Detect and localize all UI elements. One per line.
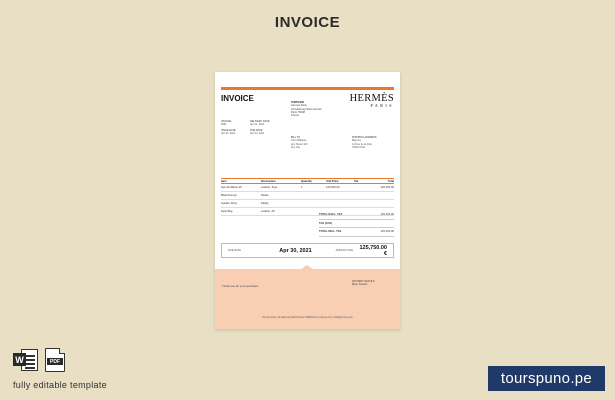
cell-qty: 1 xyxy=(301,186,303,189)
totals-label: TOTAL INCL. TAX xyxy=(319,230,342,234)
supplier-line: 24 Faubourg Saint-Honoré xyxy=(291,107,322,111)
invoice-meta-left xyxy=(221,120,236,135)
site-badge: tourspuno.pe xyxy=(488,366,605,391)
totals-value: 125,000.00 xyxy=(380,213,394,217)
invoice-title: INVOICE xyxy=(221,94,254,103)
cell-item: Garden Party xyxy=(221,202,237,205)
pdf-badge: PDF xyxy=(47,358,63,365)
cell-desc: Petals xyxy=(261,194,269,197)
supplier-label: SUPPLIER xyxy=(291,101,304,104)
totals-row xyxy=(319,228,394,237)
footer-contact: Hermès Paris, 24 Faubourg Saint-Honoré 75008 Paris | hermes.com | info@hermes.com xyxy=(262,317,353,319)
bill-to-label: BILL TO xyxy=(291,136,301,139)
supplier-block xyxy=(291,101,351,117)
table-row xyxy=(221,184,394,192)
pdf-document-icon xyxy=(45,348,65,372)
ship-to-block xyxy=(352,136,377,149)
brand-name: HERMÈS xyxy=(349,93,394,104)
cell-desc: Leather, 28 xyxy=(261,210,275,213)
table-row xyxy=(221,200,394,208)
cell-price: 125,000.00 xyxy=(326,186,340,189)
totals-value: 125,000.00 xyxy=(380,230,394,234)
bill-to-line: Any Street 123 xyxy=(291,142,308,146)
payment-label: PAYMENT DETAILS xyxy=(352,280,375,283)
thank-you-note: Thank you for your purchase! xyxy=(222,284,259,288)
meta-value: Apr 30, 2021 xyxy=(250,131,265,135)
cell-desc: Paddy xyxy=(261,202,269,205)
payment-details xyxy=(352,280,375,287)
format-icons xyxy=(13,348,65,372)
bill-to-block xyxy=(291,136,308,149)
amount-due-label: AMOUNT DUE xyxy=(335,249,353,252)
column-header: Tax xyxy=(354,179,359,183)
ship-to-line: Bag Ltd xyxy=(352,139,361,143)
amount-due-value: 125,750.00 € xyxy=(359,244,387,257)
ship-to-line: 75002 Paris xyxy=(352,145,366,149)
supplier-line: France xyxy=(291,114,300,118)
meta-value: Apr 01, 2021 xyxy=(250,123,265,127)
brand-sub: PARIS xyxy=(370,103,394,108)
totals-row xyxy=(319,211,394,220)
column-header: Total xyxy=(387,179,394,183)
supplier-line: Hermès Paris xyxy=(291,104,307,108)
invoice-meta-mid xyxy=(250,120,269,135)
ship-to-line: 12 Rue de la Paix xyxy=(352,142,372,146)
table-row xyxy=(221,192,394,200)
cell-item: Hermès Birkin 25 xyxy=(221,186,242,189)
cell-item: Black Pumps xyxy=(221,194,237,197)
meta-value: #001 xyxy=(221,123,227,127)
amount-due-box xyxy=(221,243,394,258)
meta-label: DUE DATE xyxy=(250,128,263,132)
payment-line: Bank Transfer xyxy=(352,283,368,287)
supplier-line: Paris 75008 xyxy=(291,110,305,114)
totals-label: TOTAL EXCL. TAX xyxy=(319,213,343,217)
footer-notch xyxy=(301,265,313,269)
word-badge: W xyxy=(13,353,26,366)
column-header: Item xyxy=(221,179,227,183)
word-document-icon xyxy=(13,348,39,372)
cell-total: 125,000.00 xyxy=(380,186,394,189)
invoice-footer xyxy=(215,269,400,329)
brand-logo xyxy=(350,93,394,108)
meta-label: INVOICE xyxy=(221,120,232,123)
editable-caption: fully editable template xyxy=(13,380,107,390)
cell-item: Kelly Bag xyxy=(221,210,233,213)
meta-label: DELIVERY DATE xyxy=(250,120,270,123)
meta-label: ISSUE DATE xyxy=(221,128,236,132)
totals-row xyxy=(319,220,394,229)
column-header: Unit Price xyxy=(326,179,339,183)
due-date-label: DUE DATE xyxy=(228,249,241,252)
invoice-preview xyxy=(215,72,400,329)
ship-to-label: SHIPPING ADDRESS xyxy=(352,136,377,139)
accent-bar xyxy=(221,87,394,90)
column-header: Quantity xyxy=(301,179,312,183)
column-header: Description xyxy=(261,179,276,183)
bill-to-line: John Williams xyxy=(291,139,307,143)
page-heading: INVOICE xyxy=(274,14,341,31)
due-date-value: Apr 30, 2021 xyxy=(279,247,312,254)
bill-to-line: Any City xyxy=(291,145,301,149)
cell-desc: Leather, Togo xyxy=(261,186,278,189)
meta-value: Apr 01, 2021 xyxy=(221,131,236,135)
totals-label: TAX (10%) xyxy=(319,221,333,225)
totals-block xyxy=(319,211,394,237)
